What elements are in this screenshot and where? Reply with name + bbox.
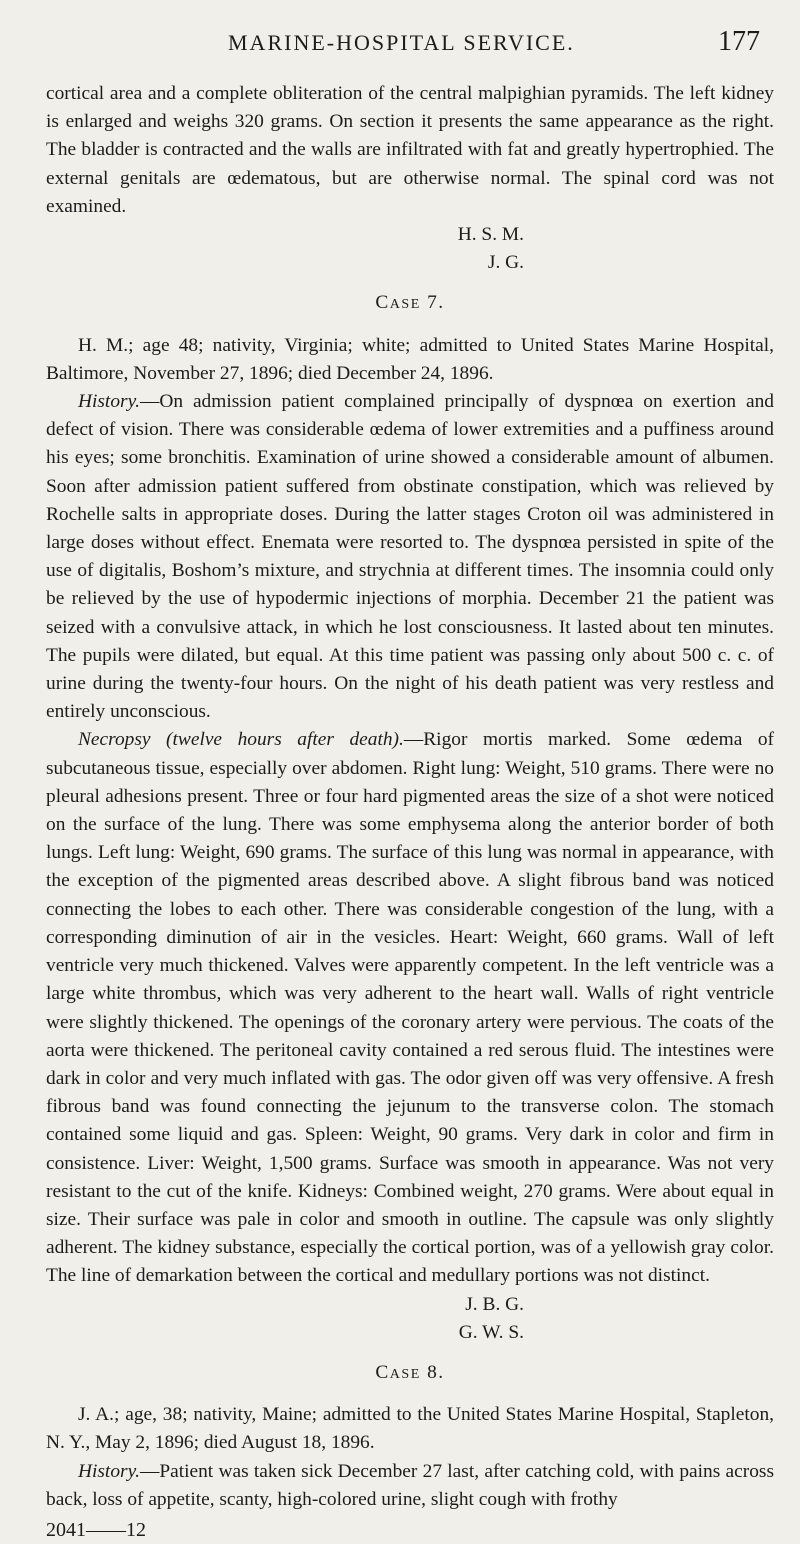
case-7-intro: H. M.; age 48; nativity, Virginia; white; admitted to United States Marine Hospital, Baltimore, November 27, 1896; died December 24, 1896. xyxy=(46,334,774,384)
signature-line: J. B. G. xyxy=(465,1293,524,1315)
necropsy-label: Necropsy (twelve hours after death). xyxy=(78,729,404,751)
history-label: History. xyxy=(78,1460,140,1482)
case-7-history xyxy=(46,388,774,726)
running-title: MARINE-HOSPITAL SERVICE. xyxy=(228,30,575,55)
history-text: —Patient was taken sick December 27 last, after catching cold, with pains across back, loss of appetite, scanty, high-colored urine, slight cough with frothy xyxy=(46,1460,774,1510)
case-8-heading: Case 8. xyxy=(375,1361,445,1383)
signature-line: G. W. S. xyxy=(458,1321,524,1343)
footer-signature: 2041——12 xyxy=(46,1518,146,1541)
signature-line: J. G. xyxy=(487,252,524,274)
history-text: —On admission patient complained principally of dyspnœa on exertion and defect of vision. There was considerable œdema of lower extremities and a puffiness around his eyes; some bronchitis. Examination of urine showed a considerable amount of albumen. Soon after admission patient suffered from obstinate constipation, which was relieved by Rochelle salts in appropriate doses. During the latter stages Croton oil was administered in large doses without effect. Enemata were resorted to. The dyspnœa persisted in spite of the use of digitalis, Boshom’s mixture, and strychnia at different times. The insomnia could only be relieved by the use of hypodermic injections of morphia. December 21 the patient was seized with a convulsive attack, in which he lost consciousness. It lasted about ten minutes. The pupils were dilated, but equal. At this time patient was passing only about 500 c. c. of urine during the twenty-four hours. On the night of his death patient was very restless and entirely unconscious. xyxy=(46,391,774,723)
case-8-intro: J. A.; age, 38; nativity, Maine; admitted to the United States Marine Hospital, Stapleton, N. Y., May 2, 1896; died August 18, 1896. xyxy=(46,1404,774,1454)
signature-block-2 xyxy=(46,1291,774,1347)
signature-block-1 xyxy=(46,221,774,277)
history-label: History. xyxy=(78,391,140,413)
document-body xyxy=(46,80,774,1544)
page-number: 177 xyxy=(718,26,760,57)
case-8-history xyxy=(46,1458,774,1514)
necropsy-text: —Rigor mortis marked. Some œdema of subcutaneous tissue, especially over abdomen. Right lung: Weight, 510 grams. There were no pleural adhesions present. Three or four hard pigmented areas the size of a shot were noticed on the surface of the lung. There was some emphysema along the anterior border of both lungs. Left lung: Weight, 690 grams. The surface of this lung was normal in appearance, with the exception of the pigmented areas described above. A slight fibrous band was noticed connecting the lobes to each other. There was considerable congestion of the lung, with a corresponding diminution of air in the vesicles. Heart: Weight, 660 grams. Wall of left ventricle very much thickened. Valves were apparently competent. In the left ventricle was a large white thrombus, which was very adherent to the heart wall. Walls of right ventricle were slightly thickened. The openings of the coronary artery were pervious. The coats of the aorta were thickened. The peritoneal cavity contained a red serous fluid. The intestines were dark in color and very much inflated with gas. The odor given off was very offensive. A fresh fibrous band was found connecting the jejunum to the transverse colon. The stomach contained some liquid and gas. Spleen: Weight, 90 grams. Very dark in color and firm in consistence. Liver: Weight, 1,500 grams. Surface was smooth in appearance. Was not very resistant to the cut of the knife. Kidneys: Combined weight, 270 grams. Were about equal in size. Their surface was pale in color and smooth in outline. The capsule was only slightly adherent. The kidney substance, especially the cortical portion, was of a yellowish gray color. The line of demarkation between the cortical and medullary portions was not distinct. xyxy=(46,729,774,1287)
intro-paragraph: cortical area and a complete obliteration of the central malpighian pyramids. The left kidney is enlarged and weighs 320 grams. On section it presents the same appearance as the right. The bladder is contracted and the walls are infiltrated with fat and greatly hypertrophied. The external genitals are œdematous, but are otherwise normal. The spinal cord was not examined. xyxy=(46,83,774,217)
running-head xyxy=(228,22,760,62)
signature-line: H. S. M. xyxy=(457,224,524,246)
case-7-heading: Case 7. xyxy=(375,292,445,314)
case-7-necropsy xyxy=(46,726,774,1290)
